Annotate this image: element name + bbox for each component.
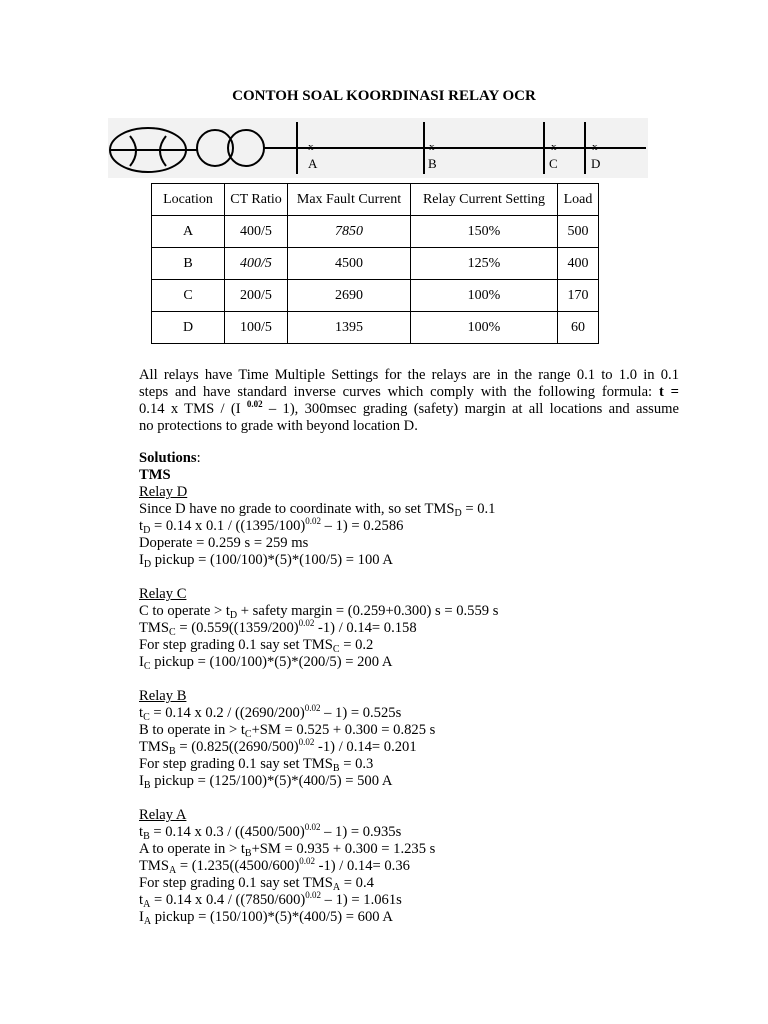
solution-line: $t_D = 0.14$ x $0.1 / ((1395/100)^{0.02} - 1) = 0.2586$: [139, 516, 404, 536]
solution-line: For step grading 0.1 say set $TMS_B = 0.3$: [139, 756, 374, 774]
paragraph-line: All relays have Time Multiple Settings for the relays are in the range 0.1 to 1.0 in 0.1: [139, 367, 679, 383]
paragraph-line: 0.14 x TMS / (I $^{0.02}$ – 1), 300msec grading (safety) margin at all locations and assume: [139, 399, 679, 417]
table-cell: 7850: [288, 216, 411, 248]
solution-line: $TMS_B = (0.825((2690/500)^{0.02}$ -1) / 0.14= 0.201: [139, 737, 417, 757]
solutions-section: [139, 450, 679, 926]
table-cell: 200/5: [225, 280, 288, 312]
document-title: CONTOH SOAL KOORDINASI RELAY OCR: [232, 88, 536, 104]
solution-line: $TMS_C = (0.559((1359/200)^{0.02}$ -1) / 0.14= 0.158: [139, 618, 417, 638]
table-cell: C: [152, 280, 225, 312]
table-cell: 100/5: [225, 312, 288, 344]
relay-c-heading: Relay C: [139, 586, 187, 602]
table-header-row: [152, 184, 599, 216]
solution-line: $t_B = 0.14$ x $0.3 / ((4500/500)^{0.02} - 1) = 0.935s$: [139, 822, 402, 842]
solution-line: $I_D$ pickup = (100/100)*(5)*(100/5) = 100 A: [139, 552, 393, 570]
col-relay-current-setting: Relay Current Setting: [411, 184, 558, 216]
solution-line: $TMS_A = (1.235((4500/600)^{0.02}$ -1) / 0.14= 0.36: [139, 856, 410, 876]
label-c: C: [549, 156, 558, 171]
label-b: B: [428, 156, 437, 171]
table-cell: D: [152, 312, 225, 344]
table-cell: 125%: [411, 248, 558, 280]
table-cell: B: [152, 248, 225, 280]
relay-data-table: [151, 183, 599, 344]
col-max-fault-current: Max Fault Current: [288, 184, 411, 216]
table-cell: 1395: [288, 312, 411, 344]
relay-b-heading: Relay B: [139, 688, 187, 704]
relay-a-heading: Relay A: [139, 807, 187, 823]
breaker-mark-d: x: [592, 141, 598, 153]
table-cell: 170: [558, 280, 599, 312]
solution-line: $I_C$ pickup = (100/100)*(5)*(200/5) = 200 A: [139, 654, 393, 672]
tms-heading: TMS: [139, 467, 171, 483]
solutions-heading: Solutions:: [139, 450, 201, 466]
col-location: Location: [152, 184, 225, 216]
solution-line: Since D have no grade to coordinate with, so set $TMS_D = 0.1$: [139, 501, 496, 519]
col-load: Load: [558, 184, 599, 216]
table-row: [152, 248, 599, 280]
label-d: D: [591, 156, 601, 171]
solution-line: $t_C = 0.14$ x $0.2 / ((2690/200)^{0.02} - 1) = 0.525s$: [139, 703, 402, 723]
table-cell: 2690: [288, 280, 411, 312]
solution-line: $I_B$ pickup = (125/100)*(5)*(400/5) = 500 A: [139, 773, 393, 791]
label-a: A: [308, 156, 318, 171]
col-ct-ratio: CT Ratio: [225, 184, 288, 216]
table-cell: 500: [558, 216, 599, 248]
solution-line: A to operate in > $t_B+SM = 0.935 + 0.300 = 1.235$ s: [139, 841, 436, 859]
table-cell: 400/5: [225, 248, 288, 280]
solution-line: For step grading 0.1 say set $TMS_A = 0.4$: [139, 875, 374, 893]
solution-line: $t_A = 0.14$ x $0.4 / ((7850/600)^{0.02} - 1) = 1.061s$: [139, 890, 402, 910]
table-cell: A: [152, 216, 225, 248]
paragraph-line: no protections to grade with beyond location D.: [139, 418, 418, 434]
solution-line: C to operate > $t_D$ + safety margin = (0.259+0.300) s = 0.559 s: [139, 603, 499, 621]
table-row: [152, 312, 599, 344]
breaker-mark-b: x: [429, 141, 435, 153]
paragraph-line: steps and have standard inverse curves which comply with the following formula: t =: [139, 384, 679, 400]
breaker-mark-a: x: [308, 141, 314, 153]
solution-line: B to operate in > $t_C+SM = 0.525 + 0.300 = 0.825$ s: [139, 722, 436, 740]
solution-line: For step grading 0.1 say set $TMS_C = 0.2$: [139, 637, 374, 655]
table-cell: 400: [558, 248, 599, 280]
table-cell: 100%: [411, 280, 558, 312]
solution-line: $I_A$ pickup = (150/100)*(5)*(400/5) = 600 A: [139, 909, 393, 927]
problem-statement: [139, 367, 679, 435]
table-row: [152, 216, 599, 248]
table-cell: 60: [558, 312, 599, 344]
table-cell: 100%: [411, 312, 558, 344]
single-line-diagram: [108, 118, 648, 178]
relay-d-heading: Relay D: [139, 484, 188, 500]
solution-line: Doperate = 0.259 s = 259 ms: [139, 535, 309, 551]
table-cell: 4500: [288, 248, 411, 280]
breaker-mark-c: x: [551, 141, 557, 153]
table-cell: 150%: [411, 216, 558, 248]
table-cell: 400/5: [225, 216, 288, 248]
table-row: [152, 280, 599, 312]
